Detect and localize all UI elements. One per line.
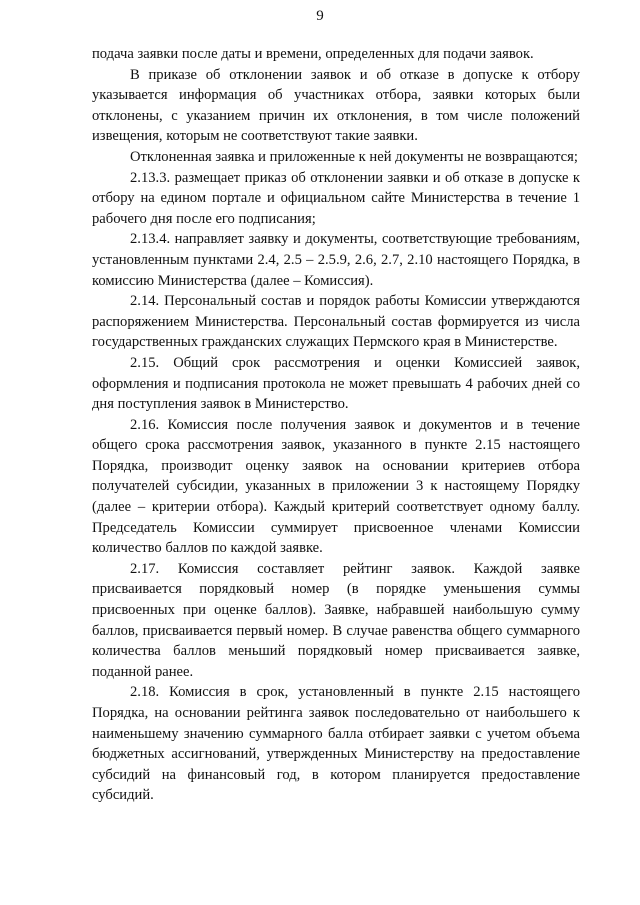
document-body	[92, 44, 580, 806]
paragraph-2-13-4: 2.13.4. направляет заявку и документы, соответствующие требованиям, установленным пунктами 2.4, 2.5 – 2.5.9, 2.6, 2.7, 2.10 настоящего Порядка, в комиссию Министерства (далее – Комиссия).	[92, 231, 580, 289]
paragraph-documents-not-returned: Отклоненная заявка и приложенные к ней документы не возвращаются;	[130, 148, 578, 165]
page-number: 9	[316, 8, 324, 24]
paragraph-2-16: 2.16. Комиссия после получения заявок и документов и в течение общего срока рассмотрения заявок, указанного в пункте 2.15 настоящего Порядка, производит оценку заявок на основании критериев отбора получателей субсидии, указанных в приложении 3 к настоящему Порядку (далее – критерии отбора). Каждый критерий соответствует одному баллу. Председатель Комиссии суммирует присвоенное членами Комиссии количество баллов по каждой заявке.	[92, 416, 580, 557]
paragraph-continuation: подача заявки после даты и времени, определенных для подачи заявок.	[92, 46, 534, 62]
paragraph-2-17: 2.17. Комиссия составляет рейтинг заявок. Каждой заявке присваивается порядковый номер (в порядке уменьшения суммы присвоенных при оценке баллов). Заявке, набравшей наибольшую сумму баллов, присваивается первый номер. В случае равенства общего суммарного количества баллов меньший порядковый номер присваивается заявке, поданной ранее.	[92, 560, 580, 680]
paragraph-2-14: 2.14. Персональный состав и порядок работы Комиссии утверждаются распоряжением Министерства. Персональный состав формируется из числа государственных гражданских служащих Пермского края в Министерстве.	[92, 293, 580, 351]
paragraph-rejection-order-info: В приказе об отклонении заявок и об отказе в допуске к отбору указывается информация об участниках отбора, заявки которых были отклонены, с указанием причин их отклонения, в том числе положений извещения, которым не соответствуют такие заявки.	[92, 66, 580, 145]
paragraph-2-15: 2.15. Общий срок рассмотрения и оценки Комиссией заявок, оформления и подписания протокола не может превышать 4 рабочих дней со дня поступления заявок в Министерство.	[92, 354, 580, 413]
paragraph-2-13-3: 2.13.3. размещает приказ об отклонении заявки и об отказе в допуске к отбору на едином портале и официальном сайте Министерства в течение 1 рабочего дня после его подписания;	[92, 169, 580, 227]
paragraph-2-18: 2.18. Комиссия в срок, установленный в пункте 2.15 настоящего Порядка, на основании рейтинга заявок последовательно от наибольшего к наименьшему значению суммарного балла отбирает заявки с учетом объема бюджетных ассигнований, утвержденных Министерству на предоставление субсидий на финансовый год, в котором планируется предоставление субсидий.	[92, 684, 580, 804]
